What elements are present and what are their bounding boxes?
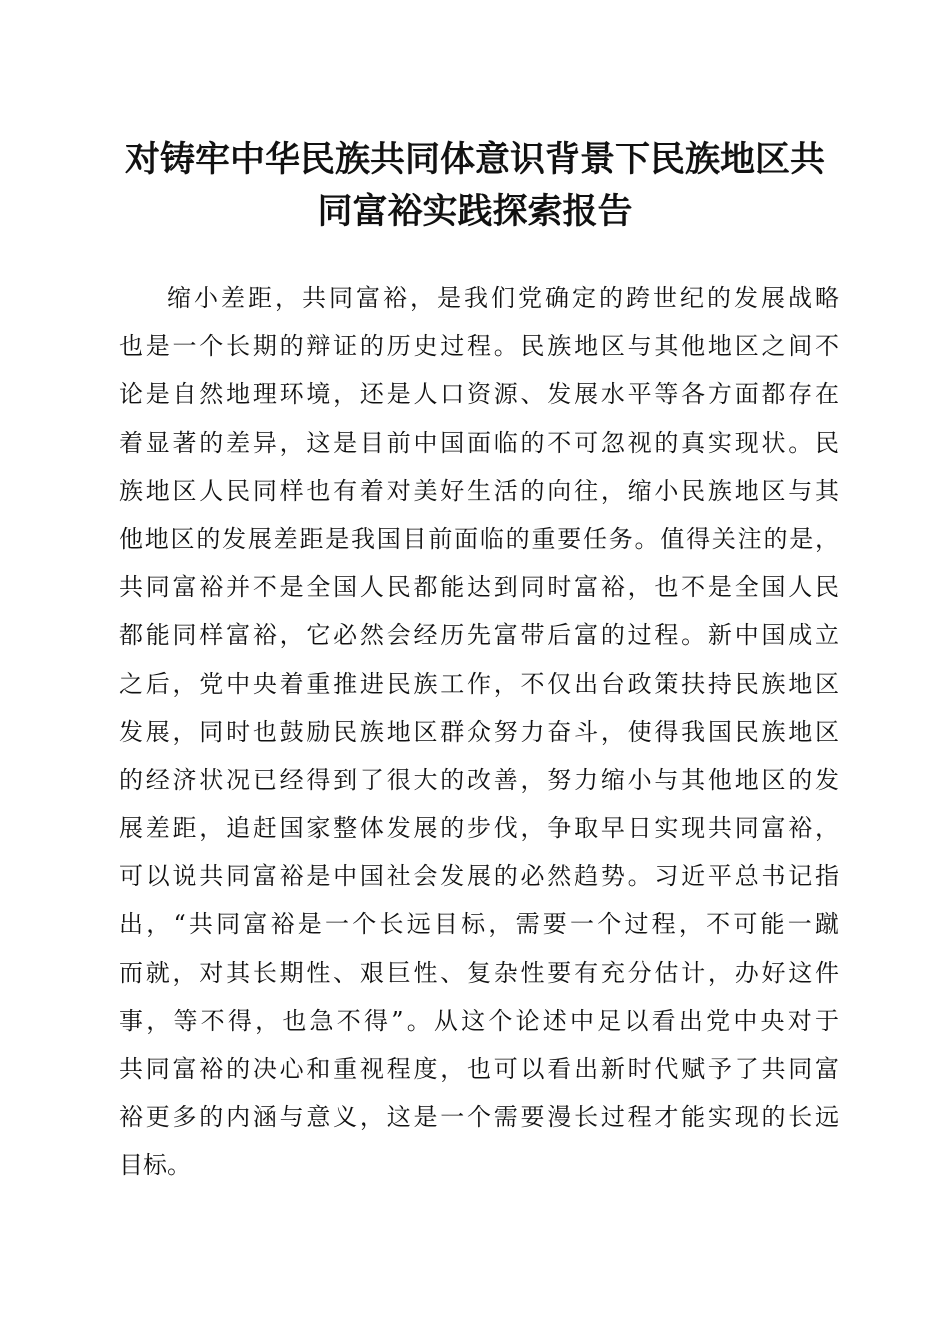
paragraph-line: 展差距，追赶国家整体发展的步伐，争取早日实现共同富裕， [119, 814, 839, 843]
paragraph-line: 发展，同时也鼓励民族地区群众努力奋斗，使得我国民族地区 [119, 717, 839, 746]
paragraph-line: 论是自然地理环境，还是人口资源、发展水平等各方面都存在 [119, 380, 839, 409]
paragraph-line: 共同富裕的决心和重视程度，也可以看出新时代赋予了共同富 [119, 1055, 839, 1083]
paragraph-line: 裕更多的内涵与意义，这是一个需要漫长过程才能实现的长远 [119, 1103, 839, 1132]
paragraph-line: 而就，对其长期性、艰巨性、复杂性要有充分估计，办好这件 [119, 958, 839, 987]
paragraph-line: 共同富裕并不是全国人民都能达到同时富裕，也不是全国人民 [119, 573, 839, 602]
paragraph-line: 事，等不得，也急不得”。从这个论述中足以看出党中央对于 [119, 1006, 839, 1035]
title-line-1: 对铸牢中华民族共同体意识背景下民族地区共 [124, 139, 825, 180]
paragraph-line: 目标。 [119, 1151, 191, 1180]
paragraph-line: 可以说共同富裕是中国社会发展的必然趋势。习近平总书记指 [119, 862, 839, 891]
paragraph-line: 的经济状况已经得到了很大的改善，努力缩小与其他地区的发 [119, 765, 839, 794]
paragraph-line: 出，“共同富裕是一个长远目标，需要一个过程，不可能一蹴 [119, 910, 839, 939]
title-line-2: 同富裕实践探索报告 [317, 191, 633, 232]
paragraph-line: 着显著的差异，这是目前中国面临的不可忽视的真实现状。民 [119, 428, 839, 457]
document-title [100, 134, 850, 238]
paragraph-line: 缩小差距，共同富裕，是我们党确定的跨世纪的发展战略 [167, 284, 839, 312]
paragraph-line: 之后，党中央着重推进民族工作，不仅出台政策扶持民族地区 [119, 669, 839, 698]
paragraph-line: 他地区的发展差距是我国目前面临的重要任务。值得关注的是， [119, 524, 839, 553]
paragraph-line: 都能同样富裕，它必然会经历先富带后富的过程。新中国成立 [119, 621, 839, 650]
paragraph-line: 族地区人民同样也有着对美好生活的向往，缩小民族地区与其 [119, 476, 839, 505]
paragraph-line: 也是一个长期的辩证的历史过程。民族地区与其他地区之间不 [119, 332, 839, 361]
body-paragraph [119, 274, 839, 1190]
